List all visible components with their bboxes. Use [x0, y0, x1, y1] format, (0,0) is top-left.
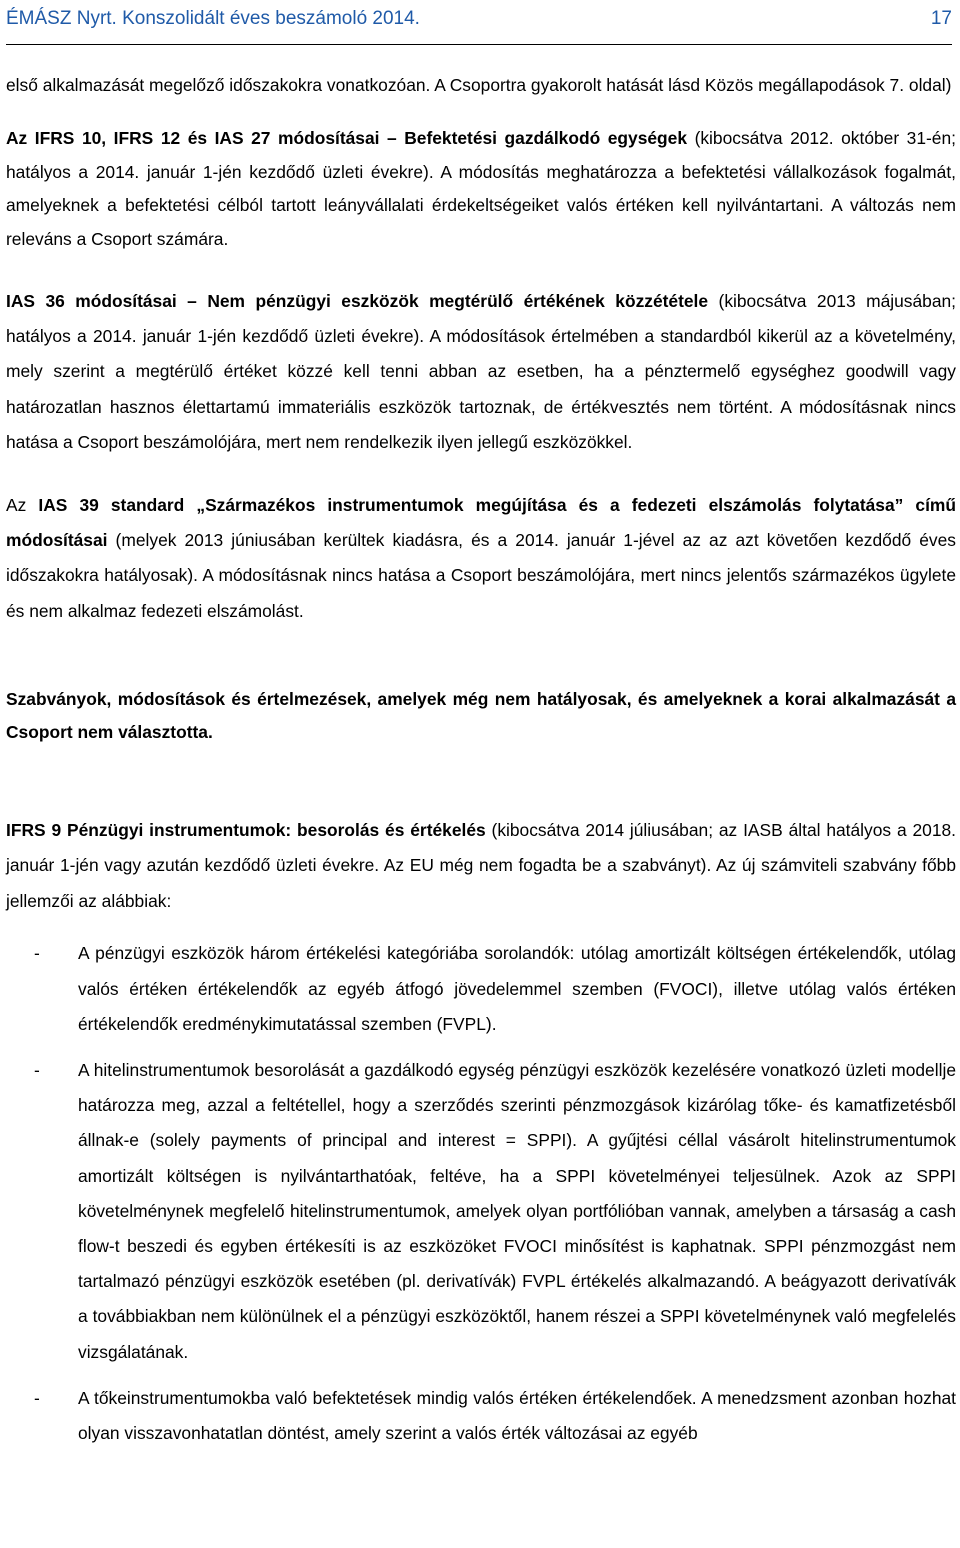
page-number: 17: [930, 8, 952, 29]
section-heading-text: Szabványok, módosítások és értelmezések, amelyek még nem hatályosak, és amelyeknek a korai alkalmazását a Csoport nem választotta.: [6, 688, 956, 742]
paragraph-ifrs9: [6, 813, 956, 920]
paragraph-ifrs9-text: (kibocsátva 2014 júliusában; az IASB által hatályos a 2018. január 1-jén vagy azután kezdődő üzleti évekre. Az EU még nem fogadta be a szabványt). Az új számviteli szabvány főbb jellemzői az alábbiak:: [6, 819, 956, 911]
list-item-text: A pénzügyi eszközök három értékelési kategóriába sorolandók: utólag amortizált költségen értékelendők, utólag valós értéken értékelendők az egyéb átfogó jövedelemmel szemben (FVOCI), illetve utólag valós értéken értékelendők eredménykimutatással szemben (FVPL).: [78, 943, 956, 1034]
paragraph-ias36-text: (kibocsátva 2013 májusában; hatályos a 2014. január 1-jén kezdődő üzleti évekre). A módosítások értelmében a standardból kikerül az a követelmény, mely szerint a megtérülő értéket közzé kell tenni abban az esetben, ha a pénztermelő egységhez goodwill vagy határozatlan hasznos élettartamú immateriális eszközök tartoznak, de értékvesztés nem történt. A módosításnak nincs hatása a Csoport beszámolójára, mert nem rendelkezik ilyen jellegű eszközökkel.: [6, 291, 956, 452]
paragraph-ias36-heading: IAS 36 módosításai – Nem pénzügyi eszközök megtérülő értékének közzététele: [6, 291, 709, 311]
list-dash: -: [34, 1387, 40, 1408]
paragraph-ias39-text: (melyek 2013 júniusában kerültek kiadásra, és a 2014. január 1-jével az az azt követően kezdődő éves időszakokra hatályosak). A módosításnak nincs hatása a Csoport beszámolójára, mert nincs jelentős származékos ügylete és nem alkalmaz fedezeti elszámolást.: [6, 530, 956, 621]
paragraph-ias39: [6, 488, 956, 629]
page-header: [6, 4, 952, 45]
list-dash: -: [34, 943, 40, 964]
paragraph-ias39-prefix: Az: [6, 495, 39, 516]
paragraph-intro: első alkalmazását megelőző időszakokra vonatkozóan. A Csoportra gyakorolt hatását lásd Közös megállapodások 7. oldal): [6, 75, 952, 95]
list-item-text: A tőkeinstrumentumokba való befektetések mindig valós értéken értékelendőek. A menedzsment azonban hozhat olyan visszavonhatatlan döntést, amely szerint a valós érték változásai az egyéb: [78, 1387, 956, 1443]
paragraph-ifrs9-heading: IFRS 9 Pénzügyi instrumentumok: besorolás és értékelés: [6, 819, 486, 840]
section-heading-not-effective: [6, 683, 956, 749]
ifrs9-features-list: [6, 936, 956, 1451]
paragraph-ifrs10-heading: Az IFRS 10, IFRS 12 és IAS 27 módosításai – Befektetési gazdálkodó egységek: [6, 128, 688, 148]
paragraph-ias36: [6, 284, 956, 460]
list-item: [6, 1053, 956, 1370]
list-dash: -: [34, 1059, 40, 1080]
list-item: [6, 936, 956, 1042]
list-item-text: A hitelinstrumentumok besorolását a gazdálkodó egység pénzügyi eszközök kezelésére vonatkozó üzleti modellje határozza meg, azzal a feltétellel, hogy a szerződés szerinti pénzmozgások kizárólag tőke- és kamatfizetésből állnak-e (solely payments of principal and interest = SPPI). A gyűjtési céllal vásárolt hitelinstrumentumok amortizált költségen is nyilvántarthatóak, feltéve, ha a SPPI követelményei teljesülnek. Azok az SPPI követelménynek megfelelő hitelinstrumentumok, amelyek olyan portfólióban vannak, amelyben a társaság a cash flow-t beszedi és egyben értékesíti is az eszközöket FVOCI minősítést is kaphatnak. SPPI pénzmozgást nem tartalmazó pénzügyi eszközök esetében (pl. derivatívák) FVPL értékelés alkalmazandó. A beágyazott derivatívák a továbbiakban nem különülnek el a pénzügyi eszközöktől, hanem részei a SPPI követelménynek való megfelelés vizsgálatának.: [78, 1059, 956, 1362]
list-item: [6, 1381, 956, 1451]
paragraph-ias39-heading: IAS 39 standard „Származékos instrumentumok megújítása és a fedezeti elszámolás folytatása” című módosításai: [6, 495, 956, 551]
document-title: ÉMÁSZ Nyrt. Konszolidált éves beszámoló 2014.: [6, 8, 420, 29]
paragraph-ifrs10-text: (kibocsátva 2012. október 31-én; hatályos a 2014. január 1-jén kezdődő üzleti évekre). A módosítás meghatározza a befektetési vállalkozások fogalmát, amelyeknek a befektetési célból tartott leányvállalati érdekeltségeiket valós értéken kell nyilvántartani. A változás nem releváns a Csoport számára.: [6, 128, 956, 249]
paragraph-ifrs10: [6, 122, 956, 256]
document-body: [6, 68, 956, 1451]
